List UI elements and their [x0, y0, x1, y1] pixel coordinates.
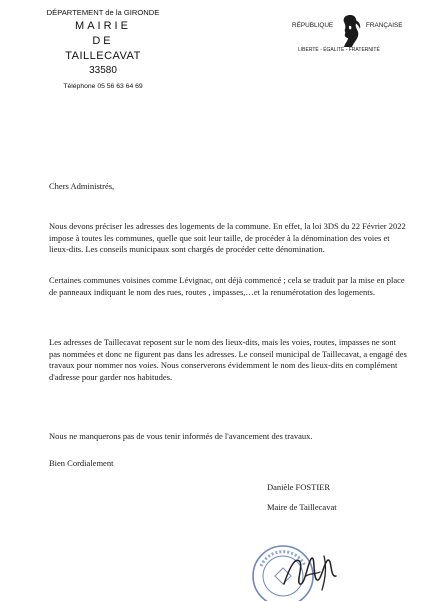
paragraph-2: Certaines communes voisines comme Lévignac, ont déjà commencé ; cela se traduit par la mise en place de panneaux indiquant le nom des rues, routes , impasses,…et la renumérotation des logements.	[49, 275, 405, 297]
mairie-de: DE	[92, 35, 114, 47]
department-label: DÉPARTEMENT de la GIRONDE	[46, 8, 160, 17]
signer-name: Danièle FOSTIER	[267, 482, 331, 492]
republic-word: RÉPUBLIQUE	[292, 22, 334, 29]
signer-role: Maire de Taillecavat	[267, 502, 337, 512]
paragraph-3: Les adresses de Taillecavat reposent sur le nom des lieux-dits, mais les voies, routes, impasses ne sont pas nommées et donc ne figurent pas dans les adresses. Le conseil municipal de Taillecavat, a engagé des travaux pour nommer nos voies. Nous conserverons évidemment le nom des lieux-dits en complément d'adresse pour garder nos habitudes.	[49, 337, 407, 382]
paragraph-1: Nous devons préciser les adresses des logements de la commune. En effet, la loi 3DS du 22 Février 2022 impose à toutes les communes, quelle que soit leur taille, de procéder à la dénomination des voies et lieux-dits. Les conseils municipaux sont chargés de procéder cette dénomination.	[49, 221, 406, 254]
francaise-word: FRANÇAISE	[366, 22, 403, 29]
paragraph-4: Nous ne manquerons pas de vous tenir informés de l'avancement des travaux.	[49, 431, 313, 441]
salutation: Chers Administrés,	[49, 181, 115, 191]
handwritten-signature-icon	[280, 548, 340, 594]
phone-number: Téléphone 05 56 63 64 69	[63, 83, 143, 90]
postcode: 33580	[89, 65, 117, 76]
mairie-title: MAIRIE	[75, 20, 131, 32]
republic-logo	[292, 14, 408, 54]
town-name: TAILLECAVAT	[65, 50, 141, 62]
closing: Bien Cordialement	[49, 458, 114, 468]
republic-motto: LIBERTÉ - ÉGALITÉ - FRATERNITÉ	[298, 47, 380, 53]
mairie-letterhead	[28, 8, 178, 90]
marianne-icon	[340, 14, 362, 48]
